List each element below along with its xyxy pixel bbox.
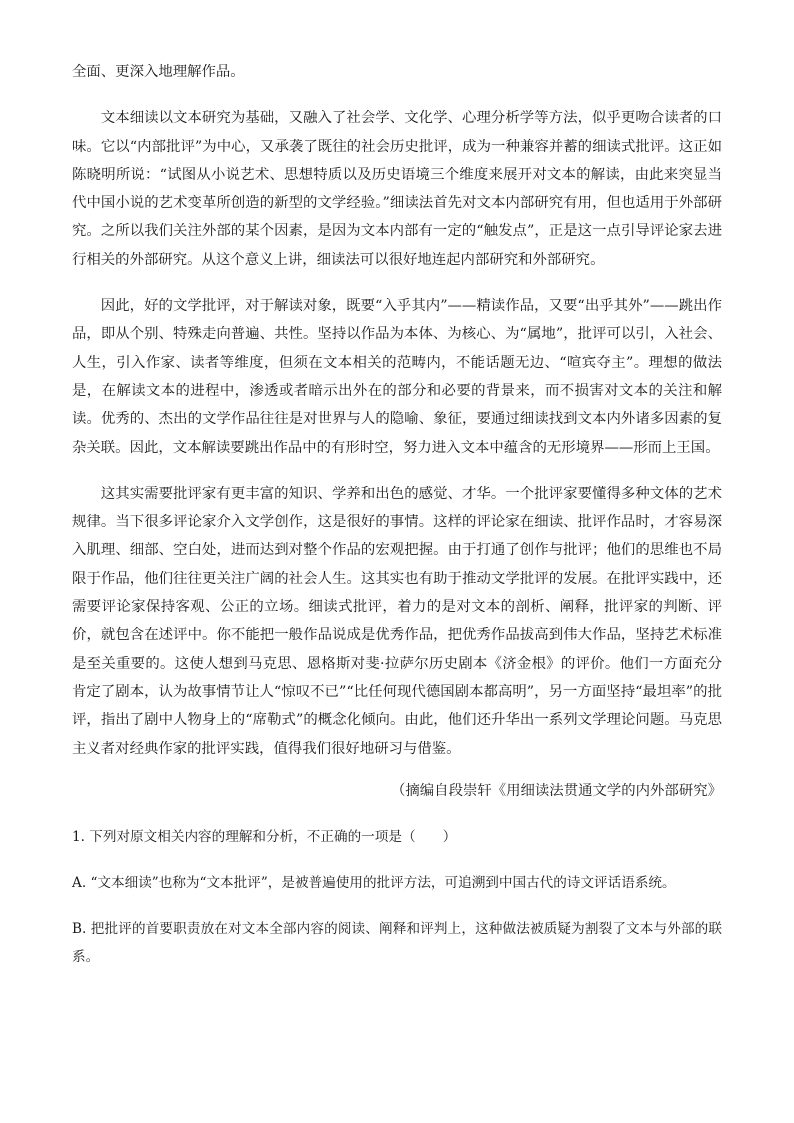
paragraph-continuation: 全面、更深入地理解作品。 — [72, 64, 245, 80]
source-citation: （摘编自段崇轩《用细读法贯通文学的内外部研究》 — [391, 782, 722, 799]
question-1-option-a: A. “文本细读”也称为“文本批评”，是被普遍使用的批评方法，可追溯到中国古代的诗文评话语系统。 — [72, 874, 676, 891]
document-page — [72, 58, 722, 971]
paragraph-text-close-reading: 文本细读以文本研究为基础，又融入了社会学、文化学、心理分析学等方法，似乎更吻合读者的口味。它以“内部批评”为中心，又承袭了既往的社会历史批评，成为一种兼容并蓄的细读式批评。这正如陈晓明所说：“试图从小说艺术、思想特质以及历史语境三个维度来展开对文本的解读，由此来突显当代中国小说的艺术变革所创造的新型的文学经验。”细读法首先对文本内部研究有用，但也适用于外部研究。之所以我们关注外部的某个因素，是因为文本内部有一定的“触发点”，正是这一点引导评论家去进行相关的外部研究。从这个意义上讲，细读法可以很好地连起内部研究和外部研究。 — [72, 110, 722, 268]
paragraph-good-criticism: 因此，好的文学批评，对于解读对象，既要“入乎其内”——精读作品，又要“出乎其外”——跳出作品，即从个别、特殊走向普遍、共性。坚持以作品为本体、为核心、为“属地”，批评可以引，入社会、人生，引入作家、读者等维度，但须在文本相关的范畴内，不能话题无边、“喧宾夺主”。理想的做法是，在解读文本的进程中，渗透或者暗示出外在的部分和必要的背景来，而不损害对文本的关注和解读。优秀的、杰出的文学作品往往是对世界与人的隐喻、象征，要通过细读找到文本内外诸多因素的复杂关联。因此，文本解读要跳出作品中的有形时空，努力进入文本中蕴含的无形境界——形而上王国。 — [72, 298, 722, 456]
question-1-option-b: B. 把批评的首要职责放在对文本全部内容的阅读、阐释和评判上，这种做法被质疑为割裂了文本与外部的联系。 — [72, 920, 722, 965]
paragraph-critic-qualities: 这其实需要批评家有更丰富的知识、学养和出色的感觉、才华。一个批评家要懂得多种文体的艺术规律。当下很多评论家介入文学创作，这是很好的事情。这样的评论家在细读、批评作品时，才容易深入肌理、细部、空白处，进而达到对整个作品的宏观把握。由于打通了创作与批评；他们的思维也不局限于作品，他们往往更关注广阔的社会人生。这其实也有助于推动文学批评的发展。在批评实践中，还需要评论家保持客观、公正的立场。细读式批评，着力的是对文本的剖析、阐释，批评家的判断、评价，就包含在述评中。你不能把一般作品说成是优秀作品，把优秀作品拔高到伟大作品，坚持艺术标准是至关重要的。这使人想到马克思、恩格斯对斐·拉萨尔历史剧本《济金根》的评价。他们一方面充分肯定了剧本，认为故事情节让人“惊叹不已”“比任何现代德国剧本都高明”，另一方面坚持“最坦率”的批评，指出了剧中人物身上的“席勒式”的概念化倾向。由此，他们还升华出一系列文学理论问题。马克思主义者对经典作家的批评实践，值得我们很好地研习与借鉴。 — [72, 485, 722, 757]
question-1-stem: 1. 下列对原文相关内容的理解和分析，不正确的一项是（ ） — [72, 828, 457, 845]
